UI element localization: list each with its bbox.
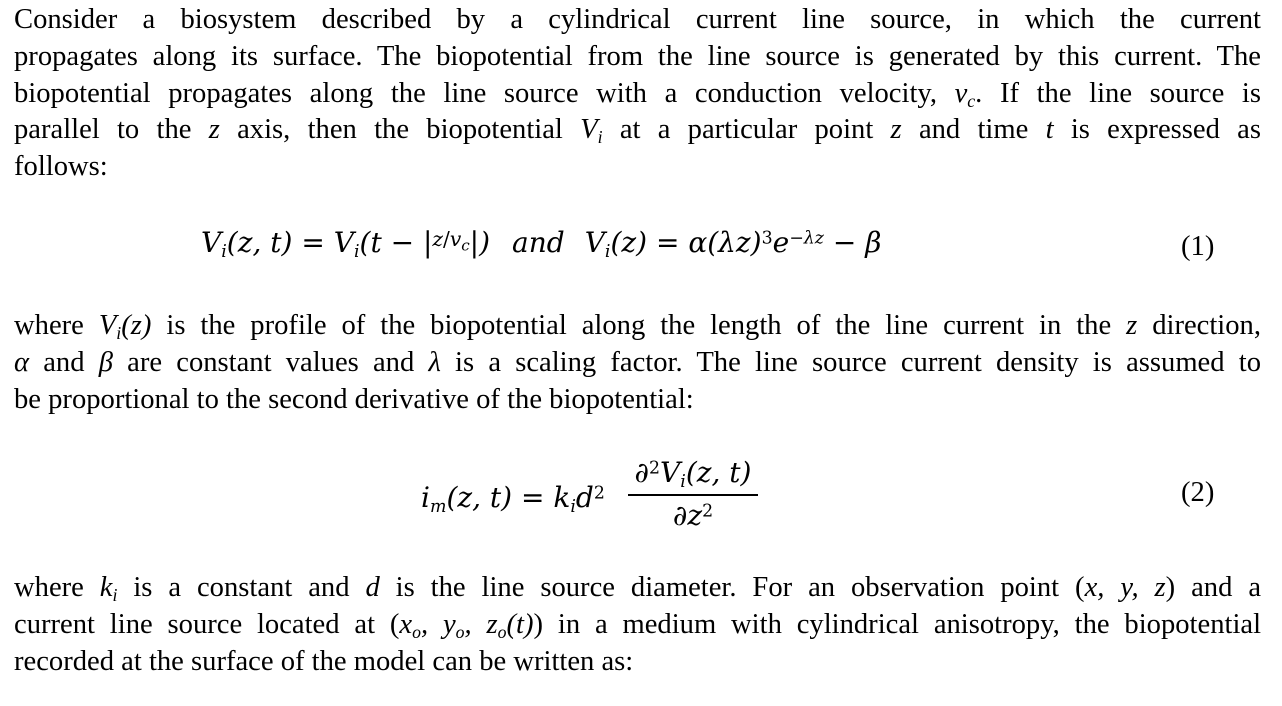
math-subscript: i: [570, 496, 576, 517]
math-symbol: β: [98, 346, 113, 378]
math-text: (z, t) =: [446, 481, 554, 514]
math-subscript: c: [967, 90, 976, 111]
math-symbol: d: [365, 572, 380, 603]
math-symbol: y: [442, 608, 456, 640]
math-symbol: k: [99, 572, 113, 603]
math-subscript: c: [461, 236, 470, 255]
text-span: and time: [901, 114, 1046, 146]
math-superscript: 2: [593, 483, 605, 504]
text-line: [14, 112, 1261, 149]
text-span: biopotential propagates along the line source with a conduction velocity,: [14, 77, 955, 109]
math-symbol: d: [575, 481, 594, 514]
text-line: [14, 607, 1261, 644]
text-span: be proportional to the second derivative of the biopotential:: [14, 383, 694, 415]
text-span: is the line source diameter. For an observation point (: [379, 572, 1085, 603]
math-superscript: 2: [702, 500, 714, 521]
math-text: (z, t): [685, 456, 752, 489]
math-symbol: v: [449, 227, 462, 252]
text-span: ) and a: [1165, 572, 1262, 603]
text-span: parallel to the: [14, 114, 209, 146]
text-span: are constant values and: [112, 346, 429, 378]
fraction-denominator: [628, 498, 758, 534]
text-span: . If the line source is: [975, 77, 1261, 109]
math-text: ,: [420, 608, 443, 640]
text-span: recorded at the surface of the model can be written as:: [14, 645, 634, 677]
text-span: axis, then the biopotential: [219, 114, 581, 146]
math-subscript: i: [116, 322, 122, 343]
math-symbol: z: [432, 227, 444, 252]
math-subscript: i: [112, 584, 118, 605]
math-symbol: V: [201, 226, 222, 259]
text-line: [14, 76, 1261, 113]
math-text: ,: [464, 608, 487, 640]
math-symbol: λ: [428, 346, 441, 378]
text-span: where: [14, 572, 100, 603]
math-subscript: i: [680, 471, 686, 492]
text-line: [14, 644, 1261, 681]
math-symbol: x: [399, 608, 413, 640]
math-subscript: o: [412, 621, 421, 642]
fraction-bar: [628, 494, 758, 496]
math-symbol: ∂: [634, 456, 649, 489]
math-symbol: V: [584, 226, 605, 259]
math-superscript: 3: [761, 228, 773, 249]
math-text: and: [512, 226, 565, 259]
equation-number: (2): [1181, 477, 1215, 508]
text-line: [14, 39, 1261, 76]
paragraph-observation: [14, 570, 1261, 680]
math-symbol: x, y, z: [1084, 572, 1166, 603]
math-symbol: z: [1126, 310, 1138, 341]
math-symbol: e: [772, 226, 790, 259]
math-text: /: [443, 227, 450, 252]
fraction-numerator: [628, 455, 758, 491]
text-span: where: [14, 310, 99, 341]
equation-number: (1): [1181, 231, 1215, 262]
math-text: (z) = α(λz): [610, 226, 762, 259]
math-symbol: i: [421, 481, 430, 514]
math-symbol: (t): [506, 608, 534, 640]
math-subscript: i: [353, 241, 360, 262]
math-symbol: α: [14, 346, 30, 378]
math-symbol: (z): [121, 310, 152, 341]
math-symbol: v: [954, 77, 968, 109]
math-symbol: V: [660, 456, 681, 489]
text-line: [14, 2, 1261, 39]
math-symbol: z: [486, 608, 498, 640]
equation-1-body: [201, 226, 882, 262]
math-symbol: V: [333, 226, 354, 259]
paragraph-intro: [14, 2, 1261, 186]
math-symbol: z: [208, 114, 220, 146]
text-span: current line source located at (: [14, 608, 400, 640]
text-span: Consider a biosystem described by a cylindrical current line source, in which the current: [14, 4, 1261, 35]
text-span: follows:: [14, 151, 108, 183]
text-span: is expressed as: [1053, 114, 1261, 146]
math-subscript: i: [221, 241, 227, 262]
text-span: at a particular point: [602, 114, 891, 146]
text-line: [14, 308, 1261, 345]
fraction: [628, 455, 758, 534]
inline-fraction: [432, 227, 469, 255]
math-superscript: 2: [648, 458, 661, 479]
math-symbol: V: [580, 114, 598, 146]
equation-2: [0, 455, 1282, 535]
math-text: (t − |: [359, 226, 433, 259]
math-text: |): [469, 226, 491, 259]
math-subscript: m: [429, 496, 447, 517]
math-subscript: o: [455, 621, 465, 642]
text-line: [14, 149, 1261, 186]
equation-1: [0, 222, 1282, 272]
math-symbol: ∂z: [672, 498, 703, 532]
math-text: − β: [823, 226, 882, 259]
text-span: is the profile of the biopotential along the length of the line current in the: [151, 310, 1127, 341]
text-line: [14, 570, 1261, 607]
text-span: direction,: [1137, 310, 1261, 341]
math-symbol: V: [98, 310, 117, 341]
text-span: ) in a medium with cylindrical anisotropy, the biopotential: [533, 608, 1262, 640]
text-span: and: [29, 346, 99, 378]
equation-2-lhs: [421, 481, 605, 517]
paragraph-profile: [14, 308, 1261, 418]
math-subscript: o: [497, 621, 507, 642]
math-subscript: i: [597, 127, 603, 148]
text-line: [14, 345, 1261, 382]
math-subscript: i: [604, 241, 611, 262]
text-span: is a constant and: [117, 572, 366, 603]
math-symbol: t: [1045, 114, 1054, 146]
text-line: [14, 382, 1261, 419]
text-span: is a scaling factor. The line source current density is assumed to: [440, 346, 1261, 378]
math-text: (z, t) =: [226, 226, 334, 259]
math-symbol: z: [890, 114, 902, 146]
math-symbol: k: [553, 481, 571, 514]
math-superscript: −λz: [789, 228, 824, 249]
text-span: propagates along its surface. The biopotential from the line source is generated by this current. The: [14, 40, 1261, 72]
